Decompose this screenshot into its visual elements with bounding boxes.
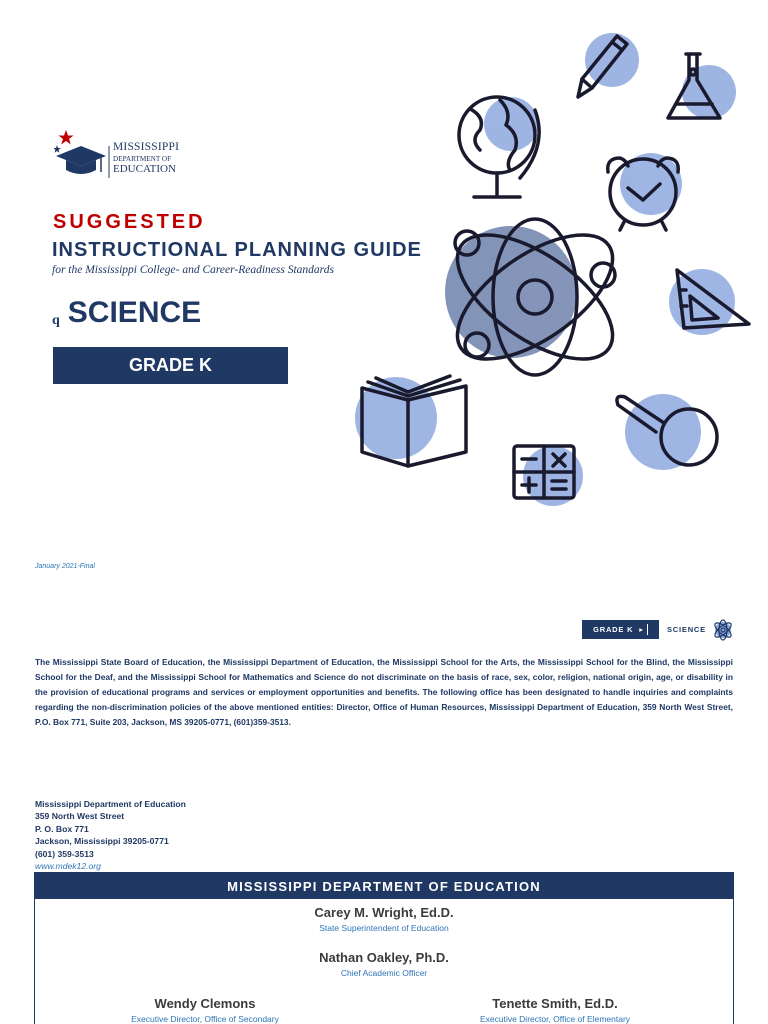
person-name: Wendy Clemons (154, 996, 256, 1011)
revision-date: January 2021-Final (35, 563, 95, 570)
logo-line-2: DEPARTMENT OF (113, 154, 172, 163)
address-phone: (601) 359-3513 (35, 848, 94, 859)
address-pobox: P. O. Box 771 (35, 823, 89, 834)
address-city: Jackson, Mississippi 39205-0771 (35, 836, 169, 847)
address-block (35, 798, 186, 872)
logo-line-1: MISSISSIPPI (113, 141, 180, 153)
person-name: Nathan Oakley, Ph.D. (319, 950, 449, 965)
subject-badge-label: SCIENCE (667, 625, 706, 634)
person-secondary (95, 996, 315, 1024)
person-name: Tenette Smith, Ed.D. (492, 996, 618, 1011)
atom-small-icon (712, 619, 734, 641)
science-illustration (340, 20, 768, 520)
graduation-cap-icon (54, 128, 110, 180)
person-title: State Superintendent of Education (319, 923, 449, 933)
grade-badge (582, 620, 659, 639)
grade-banner: GRADE K (53, 347, 288, 384)
grade-badge-label: GRADE K (593, 625, 634, 634)
subject-name: SCIENCE (67, 296, 202, 329)
play-arrow-icon: ▸ (639, 625, 644, 634)
person-title: Chief Academic Officer (340, 968, 428, 978)
calculator-icon (514, 446, 574, 498)
nondiscrimination-statement: The Mississippi State Board of Education, the Mississippi Department of Education, the Mississippi School for the Arts, the Mississippi School for the Blind, the Mississippi School for the Deaf, and the Mississippi School for Mathematics and Science do not discriminate on the basis of race, sex, color, religion, national origin, age, or disability in the provision of educational programs and services or employment opportunities and benefits. The following office has been designated to handle inquiries and complaints regarding the non-discrimination policies of the above mentioned entities: Director, Office of Human Resources, Mississippi Department of Education, 359 North West Street, P.O. Box 771, Suite 203, Jackson, MS 39205-0771, (601)359-3513. (35, 657, 733, 727)
person-name: Carey M. Wright, Ed.D. (314, 905, 454, 920)
website-link[interactable]: www.mdek12.org (35, 861, 101, 872)
leadership-box (34, 872, 734, 1024)
person-superintendent (35, 905, 733, 933)
subject-bullet: q (52, 313, 60, 328)
leadership-header: MISSISSIPPI DEPARTMENT OF EDUCATION (35, 873, 733, 899)
guide-subtitle: for the Mississippi College- and Career-Readiness Standards (52, 264, 334, 276)
person-chief-academic (35, 950, 733, 978)
guide-title: INSTRUCTIONAL PLANNING GUIDE (52, 239, 422, 261)
person-title: Executive Director, Office of Secondary (131, 1014, 279, 1024)
address-street: 359 North West Street (35, 811, 125, 822)
suggested-label: SUGGESTED (53, 211, 206, 233)
logo-line-3: EDUCATION (113, 162, 176, 175)
person-title: Executive Director, Office of Elementary (479, 1014, 631, 1024)
address-org: Mississippi Department of Education (35, 799, 186, 809)
mde-logo (54, 128, 194, 180)
subject-title (52, 296, 201, 330)
person-elementary (435, 996, 675, 1024)
